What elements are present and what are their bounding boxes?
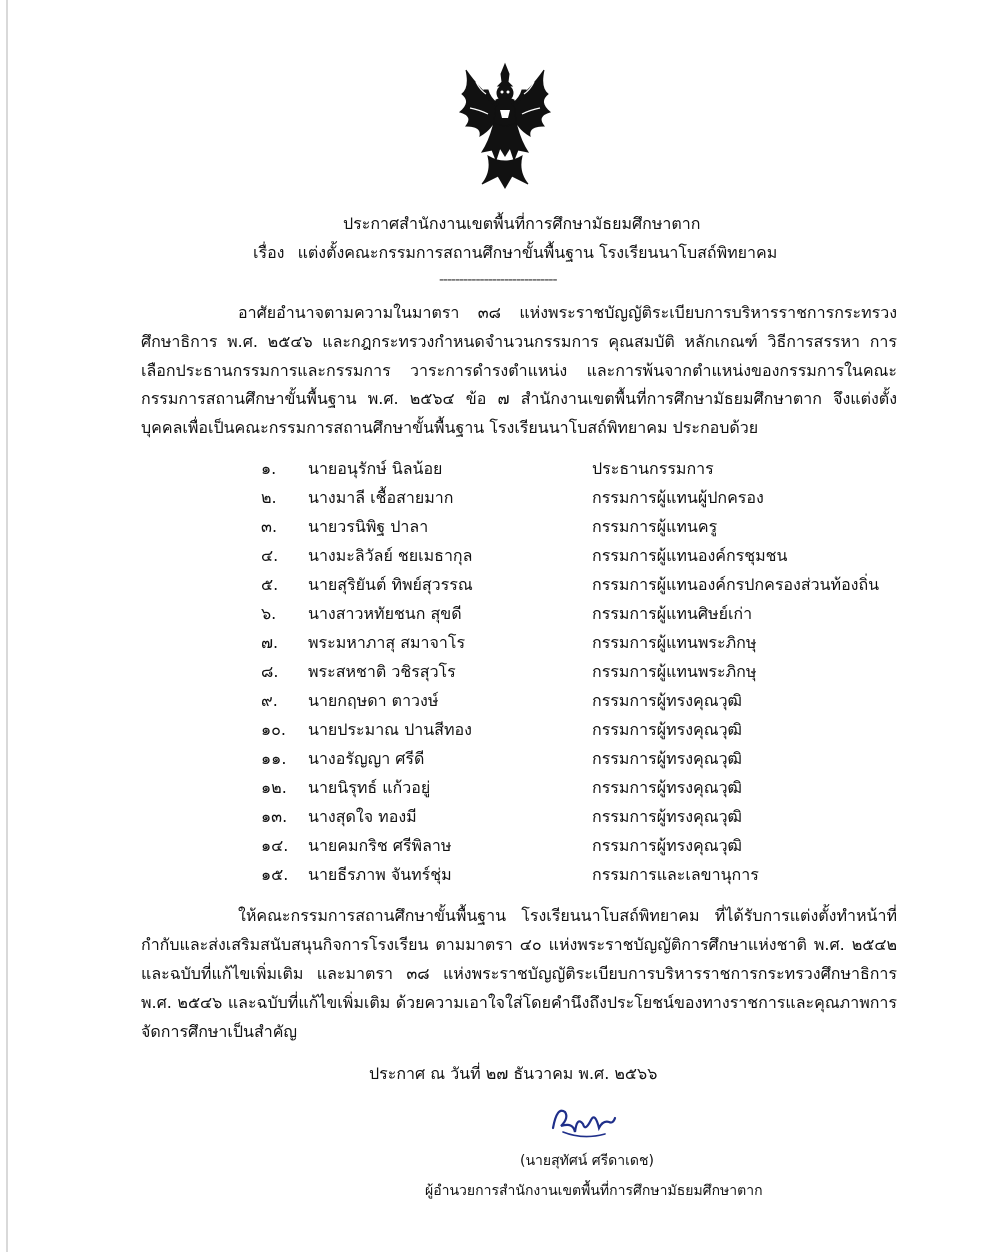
signer-position: ผู้อำนวยการสำนักงานเขตพื้นที่การศึกษามัธยมศึกษาตาก [425,1183,763,1199]
closing-paragraph: ให้คณะกรรมการสถานศึกษาขั้นพื้นฐาน โรงเรียนนาโบสถ์พิทยาคม ที่ได้รับการแต่งตั้งทำหน้าที่กำกับและส่งเสริมสนับสนุนกิจการโรงเรียน ตามมาตรา ๔๐ แห่งพระราชบัญญัติการศึกษาแห่งชาติ พ.ศ. ๒๕๔๒ และฉบับที่แก้ไขเพิ่มเติม และมาตรา ๓๘ แห่งพระราชบัญญัติระเบียบการบริหารราชการกระทรวงศึกษาธิการ พ.ศ. ๒๕๔๖ และฉบับที่แก้ไขเพิ่มเติม ด้วยความเอาใจใส่โดยคำนึงถึงประโยชน์ของทางราชการและคุณภาพการจัดการศึกษาเป็นสำคัญ [141,906,897,1041]
member-role: กรรมการผู้ทรงคุณวุฒิ [592,836,742,855]
member-name: นายวรนิพิฐ ปาลา [308,517,429,536]
member-name: นายประมาณ ปานสีทอง [308,720,472,739]
announcement-date: ประกาศ ณ วันที่ ๒๗ ธันวาคม พ.ศ. ๒๕๖๖ [369,1064,658,1083]
subject-text: แต่งตั้งคณะกรรมการสถานศึกษาขั้นพื้นฐาน โรงเรียนนาโบสถ์พิทยาคม [297,243,778,262]
member-row [0,541,986,570]
announcement-subject [253,241,777,265]
member-name: นางอรัญญา ศรีดี [308,749,425,768]
member-row [0,802,986,831]
member-row [0,570,986,599]
member-number: ๑๑. [261,749,287,768]
member-role: กรรมการผู้ทรงคุณวุฒิ [592,691,742,710]
member-name: นายคมกริช ศรีพิลาษ [308,836,452,855]
member-number: ๑๐. [261,720,287,739]
member-name: นายกฤษดา ตาวงษ์ [308,691,439,710]
member-row [0,512,986,541]
member-role: กรรมการผู้แทนพระภิกษุ [592,633,757,652]
member-role: ประธานกรรมการ [592,459,714,478]
member-number: ๓. [261,517,278,536]
member-role: กรรมการผู้แทนองค์กรชุมชน [592,546,788,565]
member-row [0,454,986,483]
member-name: นายธีรภาพ จันทร์ชุ่ม [308,865,452,884]
member-number: ๕. [261,575,279,594]
member-number: ๑๒. [261,778,287,797]
member-number: ๑๓. [261,807,288,826]
member-role: กรรมการและเลขานุการ [592,865,759,884]
member-number: ๖. [261,604,277,623]
member-name: นายอนุรักษ์ นิลน้อย [308,459,443,478]
member-name: นางสุดใจ ทองมี [308,807,417,826]
member-role: กรรมการผู้ทรงคุณวุฒิ [592,778,742,797]
handwritten-signature-icon [543,1098,623,1148]
member-name: นางมะลิวัลย์ ชยเมธากุล [308,546,473,565]
garuda-emblem-icon [452,60,558,190]
member-row [0,657,986,686]
member-number: ๗. [261,633,279,652]
member-row [0,628,986,657]
member-row [0,860,986,889]
subject-label: เรื่อง [253,243,285,262]
member-row [0,773,986,802]
member-number: ๑๕. [261,865,289,884]
member-role: กรรมการผู้แทนพระภิกษุ [592,662,757,681]
member-number: ๑๔. [261,836,289,855]
member-role: กรรมการผู้แทนผู้ปกครอง [592,488,764,507]
announcement-title: ประกาศสำนักงานเขตพื้นที่การศึกษามัธยมศึกษาตาก [343,214,701,233]
member-row [0,686,986,715]
member-name: นายสุริยันต์ ทิพย์สุวรรณ [308,575,473,594]
member-role: กรรมการผู้ทรงคุณวุฒิ [592,749,742,768]
member-role: กรรมการผู้ทรงคุณวุฒิ [592,807,742,826]
member-number: ๙. [261,691,278,710]
separator-line: ----------------------------- [439,272,557,288]
member-name: พระสหชาติ วชิรสุวโร [308,662,456,681]
intro-paragraph: อาศัยอำนาจตามความในมาตรา ๓๘ แห่งพระราชบัญญัติระเบียบการบริหารราชการกระทรวงศึกษาธิการ พ.ศ. ๒๕๔๖ และกฎกระทรวงกำหนดจำนวนกรรมการ คุณสมบัติ หลักเกณฑ์ วิธีการสรรหา การเลือกประธานกรรมการและกรรมการ วาระการดำรงตำแหน่ง และการพ้นจากตำแหน่งของกรรมการในคณะกรรมการสถานศึกษาขั้นพื้นฐาน พ.ศ. ๒๕๖๔ ข้อ ๗ สำนักงานเขตพื้นที่การศึกษามัธยมศึกษาตาก จึงแต่งตั้งบุคคลเพื่อเป็นคณะกรรมการสถานศึกษาขั้นพื้นฐาน โรงเรียนนาโบสถ์พิทยาคม ประกอบด้วย [141,303,897,438]
member-name: นายนิรุทธ์ แก้วอยู่ [308,778,431,797]
member-number: ๒. [261,488,277,507]
member-role: กรรมการผู้แทนครู [592,517,718,536]
member-number: ๑. [261,459,277,478]
member-role: กรรมการผู้แทนองค์กรปกครองส่วนท้องถิ่น [592,575,880,594]
member-row [0,831,986,860]
member-role: กรรมการผู้ทรงคุณวุฒิ [592,720,742,739]
member-row [0,483,986,512]
member-number: ๔. [261,546,279,565]
member-role: กรรมการผู้แทนศิษย์เก่า [592,604,753,623]
member-number: ๘. [261,662,279,681]
member-name: พระมหาภาสุ สมาจาโร [308,633,466,652]
member-row [0,744,986,773]
member-name: นางสาวหทัยชนก สุขดี [308,604,462,623]
member-name: นางมาลี เชื้อสายมาก [308,488,454,507]
member-row [0,599,986,628]
member-row [0,715,986,744]
signer-name: (นายสุทัศน์ ศรีดาเดช) [520,1153,654,1169]
